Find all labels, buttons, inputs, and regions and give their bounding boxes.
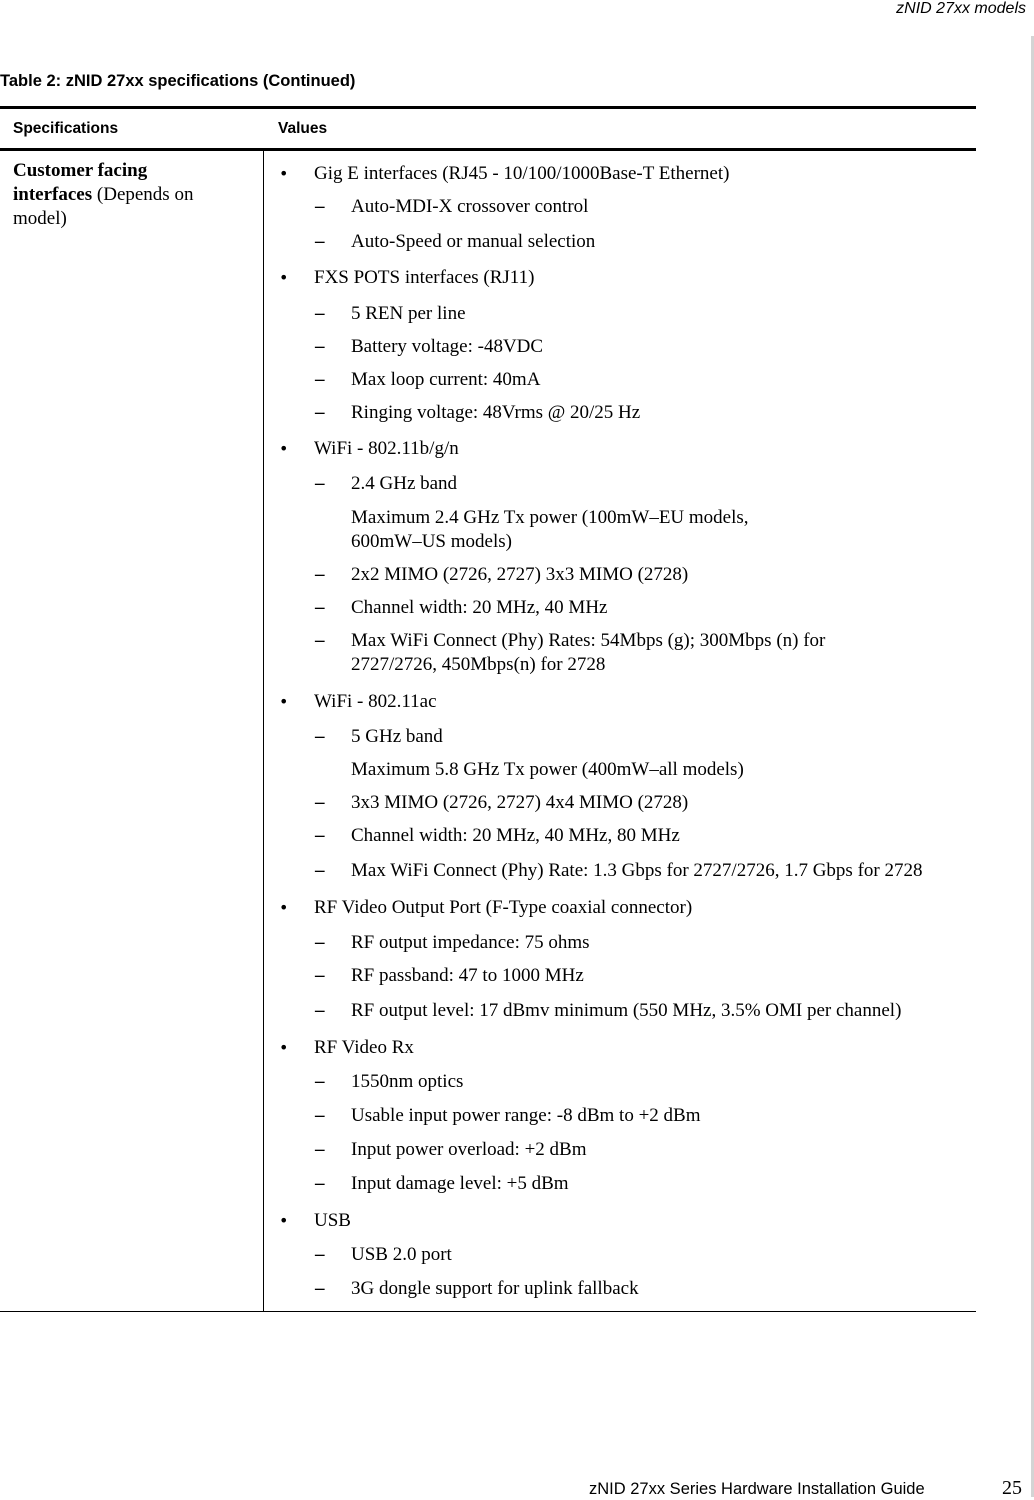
list-item-text: WiFi - 802.11ac [314, 691, 437, 712]
sub-list-item [264, 931, 976, 955]
table-row [0, 151, 976, 1311]
bullet-mark: • [279, 692, 289, 711]
sub-item-text: RF output level: 17 dBmv minimum (550 MHz, 3.5% OMI per channel) [351, 1000, 902, 1021]
sub-list-item [264, 791, 976, 815]
sub-list-item [264, 472, 976, 496]
sub-item-text: Max WiFi Connect (Phy) Rates: 54Mbps (g); 300Mbps (n) for 2727/2726, 450Mbps(n) for 2728 [351, 630, 826, 675]
spec-cell [0, 151, 264, 1311]
column-header-values: Values [278, 119, 328, 137]
sub-list-item [264, 1243, 976, 1267]
dash-mark: – [315, 1071, 325, 1092]
list-item-text: RF Video Output Port (F-Type coaxial connector) [314, 897, 693, 918]
sub-list-item [264, 1277, 976, 1311]
sub-item-text: 3x3 MIMO (2726, 2727) 4x4 MIMO (2728) [351, 792, 689, 813]
list-item-text: FXS POTS interfaces (RJ11) [314, 267, 535, 288]
list-item-text: RF Video Rx [314, 1037, 414, 1058]
list-item [264, 437, 976, 461]
spec-name: Customer facing interfaces [13, 160, 148, 205]
bullet-mark: • [279, 164, 289, 183]
dash-mark: – [315, 1244, 325, 1265]
specifications-table [0, 106, 976, 1312]
sub-item-text: 2.4 GHz band [351, 473, 458, 494]
dash-mark: – [315, 825, 325, 846]
list-item [264, 1209, 976, 1233]
sub-item-text: Battery voltage: -48VDC [351, 336, 544, 357]
sub-list-item [264, 1172, 976, 1196]
bullet-mark: • [279, 268, 289, 287]
sub-item-text: Auto-MDI-X crossover control [351, 196, 589, 217]
sub-list-item [264, 1138, 976, 1162]
sub-list-item [264, 999, 976, 1023]
dash-mark: – [315, 630, 325, 651]
dash-mark: – [315, 402, 325, 423]
sub-list-item [264, 596, 976, 620]
dash-mark: – [315, 792, 325, 813]
sub-list-item [264, 629, 899, 677]
sub-list-item [264, 195, 976, 219]
bullet-mark: • [279, 439, 289, 458]
page-number: 25 [1002, 1477, 1022, 1499]
list-item [264, 162, 976, 186]
list-item-text: USB [314, 1210, 351, 1231]
sub-item-text: Usable input power range: -8 dBm to +2 dBm [351, 1105, 701, 1126]
sub-item-text: 1550nm optics [351, 1071, 464, 1092]
list-item [264, 690, 976, 714]
sub-list-item [264, 563, 976, 587]
table-bottom-rule [0, 1311, 976, 1312]
footer-guide-title: zNID 27xx Series Hardware Installation Guide [589, 1480, 925, 1498]
sub-item-text: Max loop current: 40mA [351, 369, 541, 390]
table-header-row [0, 109, 976, 148]
dash-mark: – [315, 1105, 325, 1126]
sub-item-text: 2x2 MIMO (2726, 2727) 3x3 MIMO (2728) [351, 564, 689, 585]
sub-list-item [264, 725, 976, 749]
dash-mark: – [315, 726, 325, 747]
sub-item-note: Maximum 2.4 GHz Tx power (100mW–EU models, 600mW–US models) [351, 507, 749, 552]
sub-item-text: Input damage level: +5 dBm [351, 1173, 569, 1194]
dash-mark: – [315, 564, 325, 585]
list-item [264, 896, 976, 920]
column-header-specifications: Specifications [13, 119, 119, 137]
dash-mark: – [315, 597, 325, 618]
sub-item-text: 3G dongle support for uplink fallback [351, 1278, 639, 1299]
dash-mark: – [315, 231, 325, 252]
spec-qualifier: (Depends on model) [13, 184, 194, 229]
dash-mark: – [315, 965, 325, 986]
dash-mark: – [315, 860, 325, 881]
sub-list-item [264, 368, 976, 392]
dash-mark: – [315, 1000, 325, 1021]
sub-list-item [264, 859, 961, 883]
dash-mark: – [315, 1173, 325, 1194]
values-cell [264, 151, 976, 1311]
bullet-mark: • [279, 1211, 289, 1230]
dash-mark: – [315, 1278, 325, 1299]
sub-item-text: Max WiFi Connect (Phy) Rate: 1.3 Gbps for 2727/2726, 1.7 Gbps for 2728 [351, 860, 923, 881]
bullet-mark: • [279, 898, 289, 917]
sub-item-text: 5 GHz band [351, 726, 443, 747]
sub-list-item [264, 302, 976, 326]
sub-item-text: Channel width: 20 MHz, 40 MHz, 80 MHz [351, 825, 680, 846]
sub-list-item [264, 964, 976, 988]
sub-list-item [264, 1104, 976, 1128]
list-item [264, 1036, 976, 1060]
dash-mark: – [315, 369, 325, 390]
dash-mark: – [315, 932, 325, 953]
sub-list-item [264, 824, 976, 848]
dash-mark: – [315, 1139, 325, 1160]
sub-item-text: Input power overload: +2 dBm [351, 1139, 587, 1160]
sub-item-text: RF passband: 47 to 1000 MHz [351, 965, 584, 986]
list-item-text: Gig E interfaces (RJ45 - 10/100/1000Base-T Ethernet) [314, 163, 730, 184]
sub-item-text: USB 2.0 port [351, 1244, 452, 1265]
list-item-text: WiFi - 802.11b/g/n [314, 438, 459, 459]
running-header: zNID 27xx models [896, 0, 1026, 17]
sub-list-item [264, 230, 976, 254]
sub-item-note: Maximum 5.8 GHz Tx power (400mW–all models) [351, 759, 744, 780]
sub-item-text: Channel width: 20 MHz, 40 MHz [351, 597, 608, 618]
list-item [264, 266, 976, 290]
bullet-mark: • [279, 1038, 289, 1057]
sub-item-text: 5 REN per line [351, 303, 466, 324]
dash-mark: – [315, 303, 325, 324]
sub-list-item [264, 401, 976, 425]
table-caption: Table 2: zNID 27xx specifications (Continued) [0, 72, 356, 90]
dash-mark: – [315, 473, 325, 494]
sub-list-item [264, 335, 976, 359]
dash-mark: – [315, 336, 325, 357]
dash-mark: – [315, 196, 325, 217]
sub-item-text: Ringing voltage: 48Vrms @ 20/25 Hz [351, 402, 641, 423]
sub-list-item [264, 1070, 976, 1094]
sub-item-text: RF output impedance: 75 ohms [351, 932, 590, 953]
sub-item-text: Auto-Speed or manual selection [351, 231, 596, 252]
